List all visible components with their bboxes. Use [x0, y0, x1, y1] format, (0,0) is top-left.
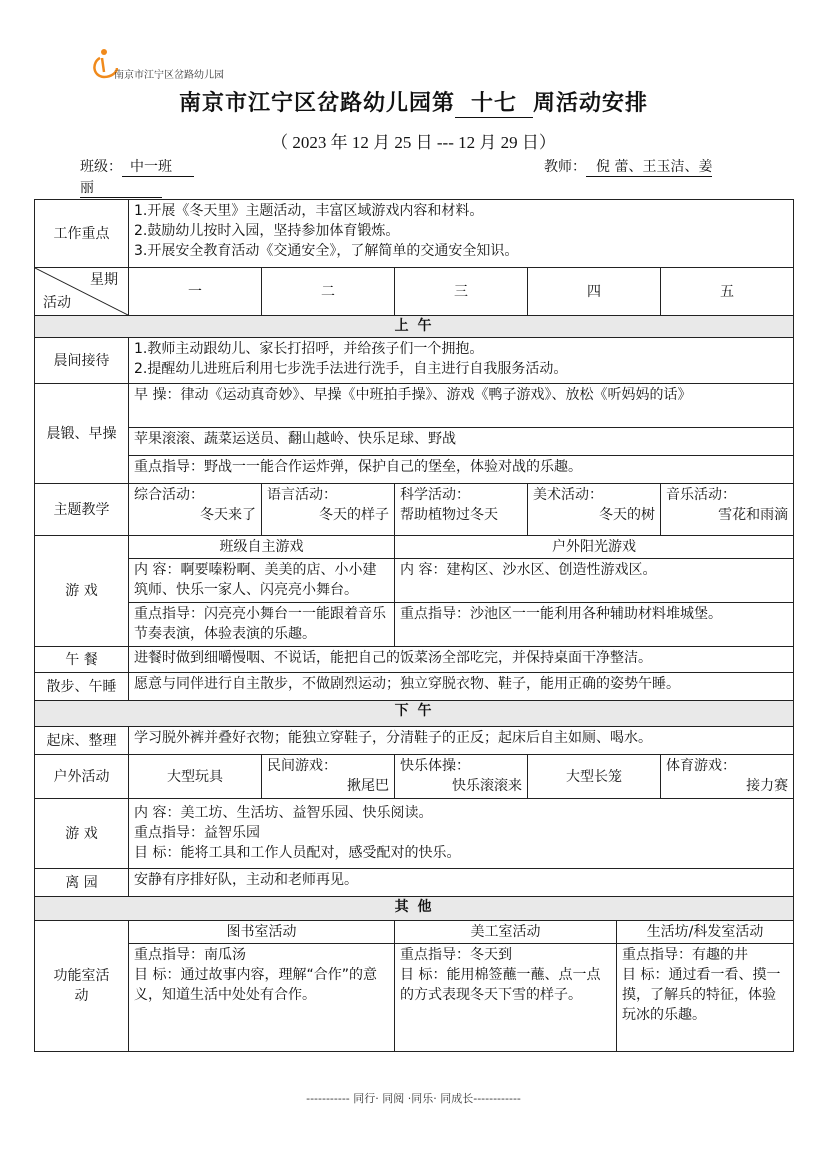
teacher-tail: 丽	[80, 177, 162, 198]
theme-cell-thursday: 美术活动： 冬天的树	[528, 484, 661, 536]
class-label: 班级：	[80, 159, 122, 175]
work-focus-label: 工作重点	[35, 200, 129, 268]
outdoor-cell-tuesday: 民间游戏： 揪尾巴	[262, 755, 395, 799]
class-info	[80, 156, 194, 177]
function-rooms-label: 功能室活动	[35, 921, 129, 1052]
outdoor-games-content: 内 容：建构区、沙水区、创造性游戏区。	[395, 559, 794, 603]
life-room-title: 生活坊/科发室活动	[617, 921, 794, 944]
reception-content: 1.教师主动跟幼儿、家长打招呼，并给孩子们一个拥抱。 2.提醒幼儿进班后利用七步洗手法进行洗手，自主进行自我服务活动。	[129, 338, 794, 384]
lunch-row	[35, 647, 794, 673]
morning-games-label: 游 戏	[35, 536, 129, 647]
function-rooms-title-row	[35, 921, 794, 944]
exercise-guide: 重点指导：野战一一能合作运炸弹，保护自己的堡垒，体验对战的乐趣。	[129, 456, 794, 484]
reception-label: 晨间接待	[35, 338, 129, 384]
kindergarten-logo	[90, 46, 270, 82]
lunch-content: 进餐时做到细嚼慢咽、不说话，能把自己的饭菜汤全部吃完，并保持桌面干净整洁。	[129, 647, 794, 673]
other-section-header: 其 他	[35, 897, 794, 921]
page-title	[0, 86, 827, 118]
date-range: （ 2023 年 12 月 25 日 --- 12 月 29 日）	[271, 133, 556, 152]
logo-text: 南京市江宁区岔路幼儿园	[114, 70, 224, 81]
title-prefix: 南京市江宁区岔路幼儿园第	[178, 90, 455, 116]
work-focus-content: 1.开展《冬天里》主题活动，丰富区域游戏内容和材料。 2.鼓励幼儿按时入园，坚持参加体育锻炼。 3.开展安全教育活动《交通安全》，了解简单的交通安全知识。	[129, 200, 794, 268]
theme-teaching-row	[35, 484, 794, 536]
day-friday: 五	[661, 268, 794, 316]
library-title: 图书室活动	[129, 921, 395, 944]
exercise-games: 苹果滚滚、蔬菜运送员、翻山越岭、快乐足球、野战	[129, 428, 794, 456]
theme-cell-tuesday: 语言活动： 冬天的样子	[262, 484, 395, 536]
day-thursday: 四	[528, 268, 661, 316]
life-room-content: 重点指导：有趣的井 目 标：通过看一看、摸一摸，了解兵的特征，体验玩冰的乐趣。	[617, 944, 794, 1052]
theme-cell-friday: 音乐活动： 雪花和雨滴	[661, 484, 794, 536]
activity-header-label: 活动	[43, 295, 71, 311]
class-value: 中一班	[122, 156, 194, 177]
leave-row	[35, 869, 794, 897]
reception-row	[35, 338, 794, 384]
class-games-title: 班级自主游戏	[129, 536, 395, 559]
library-content: 重点指导：南瓜汤 目 标：通过故事内容，理解“合作”的意义，知道生活中处处有合作。	[129, 944, 395, 1052]
outdoor-cell-monday: 大型玩具	[129, 755, 262, 799]
outdoor-games-title: 户外阳光游戏	[395, 536, 794, 559]
art-room-title: 美工室活动	[395, 921, 617, 944]
class-games-guide: 重点指导：闪亮亮小舞台一一能跟着音乐节奏表演，体验表演的乐趣。	[129, 603, 395, 647]
morning-games-row	[35, 536, 794, 559]
afternoon-section-header: 下 午	[35, 701, 794, 727]
outdoor-cell-thursday: 大型长笼	[528, 755, 661, 799]
theme-cell-wednesday: 科学活动： 帮助植物过冬天	[395, 484, 528, 536]
theme-cell-monday: 综合活动： 冬天来了	[129, 484, 262, 536]
outdoor-cell-wednesday: 快乐体操： 快乐滚滚来	[395, 755, 528, 799]
leave-content: 安静有序排好队，主动和老师再见。	[129, 869, 794, 897]
afternoon-games-label: 游 戏	[35, 799, 129, 869]
teacher-info	[544, 156, 712, 177]
wake-label: 起床、整理	[35, 727, 129, 755]
diagonal-header-cell	[35, 268, 129, 316]
wake-content: 学习脱外裤并叠好衣物；能独立穿鞋子，分清鞋子的正反；起床后自主如厕、喝水。	[129, 727, 794, 755]
days-header-row	[35, 268, 794, 316]
leave-label: 离 园	[35, 869, 129, 897]
schedule-table	[34, 199, 794, 1052]
day-tuesday: 二	[262, 268, 395, 316]
outdoor-games-guide: 重点指导：沙池区一一能利用各种辅助材料堆城堡。	[395, 603, 794, 647]
lunch-label: 午 餐	[35, 647, 129, 673]
teacher-label: 教师：	[544, 159, 586, 175]
art-room-content: 重点指导：冬天到 目 标：能用棉签蘸一蘸、点一点的方式表现冬天下雪的样子。	[395, 944, 617, 1052]
exercise-label: 晨锻、早操	[35, 384, 129, 484]
nap-row	[35, 673, 794, 701]
afternoon-games-row	[35, 799, 794, 869]
work-focus-row	[35, 200, 794, 268]
week-number: 十七	[455, 86, 533, 118]
page-footer: ----------- 同行· 同阅 ·同乐· 同成长------------	[306, 1092, 521, 1105]
outdoor-cell-friday: 体育游戏： 接力赛	[661, 755, 794, 799]
exercise-row	[35, 384, 794, 428]
outdoor-row	[35, 755, 794, 799]
nap-label: 散步、午睡	[35, 673, 129, 701]
wake-row	[35, 727, 794, 755]
outdoor-label: 户外活动	[35, 755, 129, 799]
class-games-content: 内 容：啊要嗪粉啊、美美的店、小小建筑师、快乐一家人、闪亮亮小舞台。	[129, 559, 395, 603]
day-monday: 一	[129, 268, 262, 316]
nap-content: 愿意与同伴进行自主散步，不做剧烈运动；独立穿脱衣物、鞋子，能用正确的姿势午睡。	[129, 673, 794, 701]
exercise-routine: 早 操：律动《运动真奇妙》、早操《中班拍手操》、游戏《鸭子游戏》、放松《听妈妈的话》	[129, 384, 794, 428]
weekday-header-label: 星期	[90, 272, 118, 288]
teacher-value: 倪 蕾、王玉洁、姜	[586, 156, 712, 177]
morning-section-header: 上 午	[35, 316, 794, 338]
day-wednesday: 三	[395, 268, 528, 316]
title-suffix: 周活动安排	[533, 90, 649, 116]
theme-teaching-label: 主题教学	[35, 484, 129, 536]
afternoon-games-content: 内 容：美工坊、生活坊、益智乐园、快乐阅读。 重点指导：益智乐园 目 标：能将工具和工作人员配对，感受配对的快乐。	[129, 799, 794, 869]
